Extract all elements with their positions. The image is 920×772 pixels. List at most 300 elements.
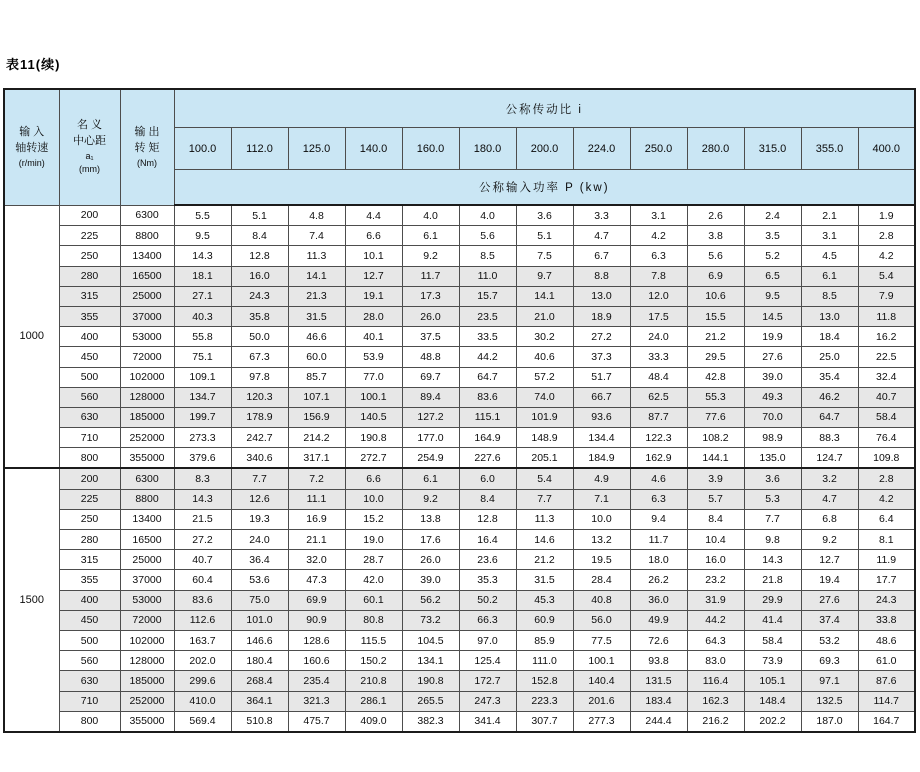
power-cell: 5.1 [231, 205, 288, 226]
center-distance-column-header-line: 名 义 [76, 119, 103, 132]
power-cell: 134.1 [402, 651, 459, 671]
power-cell: 8.5 [801, 286, 858, 306]
center-distance-cell: 250 [59, 509, 120, 529]
power-cell: 6.5 [744, 266, 801, 286]
power-cell: 28.4 [573, 570, 630, 590]
table-row [4, 205, 915, 226]
input-speed-column-header-line: 轴转速 [15, 141, 49, 154]
power-cell: 69.9 [288, 590, 345, 610]
power-cell: 58.4 [858, 407, 915, 427]
power-cell: 12.7 [345, 266, 402, 286]
power-cell: 6.1 [801, 266, 858, 286]
center-distance-cell: 400 [59, 590, 120, 610]
power-cell: 9.2 [801, 530, 858, 550]
power-cell: 5.7 [687, 489, 744, 509]
center-distance-cell: 250 [59, 246, 120, 266]
power-cell: 64.7 [459, 367, 516, 387]
power-cell: 66.3 [459, 610, 516, 630]
power-cell: 14.6 [516, 530, 573, 550]
power-cell: 3.8 [687, 226, 744, 246]
table-row [4, 367, 915, 387]
power-cell: 24.0 [630, 327, 687, 347]
power-cell: 11.3 [288, 246, 345, 266]
power-cell: 55.8 [174, 327, 231, 347]
power-cell: 89.4 [402, 387, 459, 407]
power-cell: 21.0 [516, 306, 573, 326]
power-cell: 8.3 [174, 468, 231, 489]
center-distance-cell: 800 [59, 448, 120, 469]
output-torque-cell: 6300 [120, 205, 174, 226]
center-distance-cell: 400 [59, 327, 120, 347]
power-cell: 8.1 [858, 530, 915, 550]
power-cell: 13.8 [402, 509, 459, 529]
output-torque-column-header-line: 输 出 [134, 125, 160, 138]
center-distance-cell: 200 [59, 468, 120, 489]
power-cell: 214.2 [288, 428, 345, 448]
power-cell: 76.4 [858, 428, 915, 448]
power-cell: 7.7 [231, 468, 288, 489]
power-cell: 21.8 [744, 570, 801, 590]
table-body [4, 205, 915, 732]
input-speed-cell: 1000 [4, 205, 59, 468]
power-cell: 23.2 [687, 570, 744, 590]
power-cell: 187.0 [801, 711, 858, 732]
power-cell: 9.7 [516, 266, 573, 286]
power-cell: 122.3 [630, 428, 687, 448]
power-cell: 97.0 [459, 630, 516, 650]
power-cell: 73.2 [402, 610, 459, 630]
power-cell: 4.0 [459, 205, 516, 226]
power-cell: 272.7 [345, 448, 402, 469]
input-speed-column-header [4, 89, 59, 205]
power-cell: 32.0 [288, 550, 345, 570]
output-torque-cell: 16500 [120, 530, 174, 550]
power-cell: 31.5 [516, 570, 573, 590]
power-cell: 148.9 [516, 428, 573, 448]
power-cell: 112.6 [174, 610, 231, 630]
center-distance-cell: 500 [59, 367, 120, 387]
output-torque-cell: 252000 [120, 428, 174, 448]
power-cell: 58.4 [744, 630, 801, 650]
power-cell: 223.3 [516, 691, 573, 711]
power-cell: 2.8 [858, 226, 915, 246]
power-cell: 24.3 [858, 590, 915, 610]
ratio-col-header: 400.0 [858, 128, 915, 170]
power-cell: 18.9 [573, 306, 630, 326]
center-distance-cell: 710 [59, 428, 120, 448]
power-cell: 18.4 [801, 327, 858, 347]
input-speed-column-header-line: 输 入 [19, 125, 45, 138]
table-row [4, 448, 915, 469]
power-cell: 77.0 [345, 367, 402, 387]
output-torque-cell: 6300 [120, 468, 174, 489]
power-cell: 162.9 [630, 448, 687, 469]
center-distance-cell: 315 [59, 550, 120, 570]
power-cell: 2.4 [744, 205, 801, 226]
power-cell: 235.4 [288, 671, 345, 691]
power-cell: 72.6 [630, 630, 687, 650]
power-cell: 6.4 [858, 509, 915, 529]
power-cell: 7.4 [288, 226, 345, 246]
power-cell: 164.9 [459, 428, 516, 448]
power-cell: 104.5 [402, 630, 459, 650]
power-cell: 60.9 [516, 610, 573, 630]
output-torque-cell: 13400 [120, 509, 174, 529]
ratio-col-header: 200.0 [516, 128, 573, 170]
table-row [4, 286, 915, 306]
power-cell: 190.8 [345, 428, 402, 448]
page-title: 表11(续) [6, 57, 61, 72]
power-cell: 66.7 [573, 387, 630, 407]
power-cell: 83.6 [174, 590, 231, 610]
power-cell: 4.2 [858, 246, 915, 266]
power-cell: 120.3 [231, 387, 288, 407]
power-cell: 12.0 [630, 286, 687, 306]
power-cell: 18.0 [630, 550, 687, 570]
power-cell: 101.9 [516, 407, 573, 427]
power-cell: 17.5 [630, 306, 687, 326]
power-cell: 317.1 [288, 448, 345, 469]
power-cell: 15.5 [687, 306, 744, 326]
output-torque-cell: 8800 [120, 226, 174, 246]
table-row [4, 711, 915, 732]
power-cell: 242.7 [231, 428, 288, 448]
power-cell: 146.6 [231, 630, 288, 650]
power-cell: 44.2 [687, 610, 744, 630]
table-row [4, 407, 915, 427]
power-cell: 11.3 [516, 509, 573, 529]
power-cell: 37.3 [573, 347, 630, 367]
power-cell: 132.5 [801, 691, 858, 711]
output-torque-cell: 102000 [120, 367, 174, 387]
power-cell: 3.5 [744, 226, 801, 246]
power-cell: 45.3 [516, 590, 573, 610]
power-cell: 12.8 [231, 246, 288, 266]
power-cell: 183.4 [630, 691, 687, 711]
power-cell: 227.6 [459, 448, 516, 469]
power-cell: 60.0 [288, 347, 345, 367]
power-cell: 5.6 [687, 246, 744, 266]
power-cell: 46.6 [288, 327, 345, 347]
power-cell: 273.3 [174, 428, 231, 448]
power-cell: 90.9 [288, 610, 345, 630]
power-cell: 9.2 [402, 246, 459, 266]
power-cell: 7.1 [573, 489, 630, 509]
output-torque-cell: 185000 [120, 407, 174, 427]
output-torque-cell: 37000 [120, 570, 174, 590]
power-cell: 32.4 [858, 367, 915, 387]
power-cell: 7.5 [516, 246, 573, 266]
table-row [4, 590, 915, 610]
power-cell: 55.3 [687, 387, 744, 407]
table-header [4, 89, 915, 205]
power-cell: 15.2 [345, 509, 402, 529]
power-cell: 73.9 [744, 651, 801, 671]
power-cell: 16.2 [858, 327, 915, 347]
output-torque-cell: 185000 [120, 671, 174, 691]
power-cell: 56.2 [402, 590, 459, 610]
center-distance-column-header-line: (mm) [79, 164, 100, 175]
power-cell: 39.0 [402, 570, 459, 590]
power-cell: 77.5 [573, 630, 630, 650]
center-distance-cell: 800 [59, 711, 120, 732]
power-cell: 17.6 [402, 530, 459, 550]
power-cell: 11.8 [858, 306, 915, 326]
power-cell: 17.3 [402, 286, 459, 306]
power-cell: 12.6 [231, 489, 288, 509]
power-cell: 41.4 [744, 610, 801, 630]
power-cell: 25.0 [801, 347, 858, 367]
power-cell: 23.6 [459, 550, 516, 570]
power-cell: 9.4 [630, 509, 687, 529]
power-cell: 74.0 [516, 387, 573, 407]
power-cell: 14.3 [744, 550, 801, 570]
power-cell: 131.5 [630, 671, 687, 691]
power-cell: 5.4 [516, 468, 573, 489]
power-cell: 108.2 [687, 428, 744, 448]
power-cell: 162.3 [687, 691, 744, 711]
table-row [4, 306, 915, 326]
power-cell: 7.7 [516, 489, 573, 509]
power-cell: 97.8 [231, 367, 288, 387]
power-cell: 3.3 [573, 205, 630, 226]
output-torque-column-header-line: 转 矩 [134, 141, 160, 154]
power-cell: 5.1 [516, 226, 573, 246]
power-cell: 75.0 [231, 590, 288, 610]
power-cell: 24.3 [231, 286, 288, 306]
power-cell: 321.3 [288, 691, 345, 711]
power-cell: 23.5 [459, 306, 516, 326]
power-cell: 11.9 [858, 550, 915, 570]
output-torque-column-header [120, 89, 174, 205]
power-cell: 15.7 [459, 286, 516, 306]
power-cell: 14.5 [744, 306, 801, 326]
power-cell: 40.8 [573, 590, 630, 610]
power-cell: 109.8 [858, 448, 915, 469]
power-cell: 39.0 [744, 367, 801, 387]
power-cell: 13.2 [573, 530, 630, 550]
power-cell: 40.7 [858, 387, 915, 407]
output-torque-cell: 53000 [120, 327, 174, 347]
power-cell: 21.2 [687, 327, 744, 347]
power-cell: 11.0 [459, 266, 516, 286]
power-cell: 180.4 [231, 651, 288, 671]
power-cell: 140.4 [573, 671, 630, 691]
power-cell: 33.8 [858, 610, 915, 630]
power-cell: 6.3 [630, 489, 687, 509]
output-torque-column-header-line: (Nm) [137, 157, 157, 168]
power-cell: 19.9 [744, 327, 801, 347]
output-torque-cell: 102000 [120, 630, 174, 650]
output-torque-cell: 252000 [120, 691, 174, 711]
power-cell: 53.6 [231, 570, 288, 590]
table-row [4, 509, 915, 529]
power-cell: 19.4 [801, 570, 858, 590]
power-cell: 40.1 [345, 327, 402, 347]
power-cell: 156.9 [288, 407, 345, 427]
power-cell: 4.2 [858, 489, 915, 509]
output-torque-cell: 355000 [120, 448, 174, 469]
power-cell: 11.7 [402, 266, 459, 286]
power-cell: 29.9 [744, 590, 801, 610]
power-cell: 48.8 [402, 347, 459, 367]
ratio-col-header: 315.0 [744, 128, 801, 170]
power-cell: 134.7 [174, 387, 231, 407]
power-cell: 100.1 [345, 387, 402, 407]
power-cell: 178.9 [231, 407, 288, 427]
power-cell: 44.2 [459, 347, 516, 367]
power-cell: 42.0 [345, 570, 402, 590]
power-cell: 299.6 [174, 671, 231, 691]
power-cell: 10.0 [345, 489, 402, 509]
ratio-col-header: 224.0 [573, 128, 630, 170]
power-cell: 10.6 [687, 286, 744, 306]
power-cell: 144.1 [687, 448, 744, 469]
power-cell: 30.2 [516, 327, 573, 347]
power-cell: 254.9 [402, 448, 459, 469]
power-cell: 409.0 [345, 711, 402, 732]
power-cell: 7.2 [288, 468, 345, 489]
center-distance-cell: 560 [59, 651, 120, 671]
power-cell: 410.0 [174, 691, 231, 711]
power-cell: 4.7 [573, 226, 630, 246]
power-cell: 341.4 [459, 711, 516, 732]
power-cell: 3.6 [744, 468, 801, 489]
power-cell: 3.6 [516, 205, 573, 226]
power-cell: 3.9 [687, 468, 744, 489]
power-cell: 101.0 [231, 610, 288, 630]
power-cell: 8.4 [459, 489, 516, 509]
center-distance-cell: 630 [59, 671, 120, 691]
power-cell: 277.3 [573, 711, 630, 732]
power-cell: 164.7 [858, 711, 915, 732]
power-cell: 88.3 [801, 428, 858, 448]
power-cell: 36.0 [630, 590, 687, 610]
center-distance-cell: 710 [59, 691, 120, 711]
power-cell: 140.5 [345, 407, 402, 427]
power-cell: 382.3 [402, 711, 459, 732]
power-cell: 107.1 [288, 387, 345, 407]
power-cell: 135.0 [744, 448, 801, 469]
center-distance-cell: 355 [59, 570, 120, 590]
ratio-col-header: 250.0 [630, 128, 687, 170]
power-cell: 35.8 [231, 306, 288, 326]
power-cell: 53.2 [801, 630, 858, 650]
power-cell: 37.4 [801, 610, 858, 630]
power-cell: 33.5 [459, 327, 516, 347]
ratio-col-header: 125.0 [288, 128, 345, 170]
ratio-col-header: 280.0 [687, 128, 744, 170]
power-cell: 9.5 [174, 226, 231, 246]
power-cell: 14.3 [174, 489, 231, 509]
output-torque-cell: 37000 [120, 306, 174, 326]
power-cell: 7.9 [858, 286, 915, 306]
power-cell: 50.0 [231, 327, 288, 347]
power-cell: 19.3 [231, 509, 288, 529]
power-cell: 134.4 [573, 428, 630, 448]
power-cell: 24.0 [231, 530, 288, 550]
power-cell: 4.5 [801, 246, 858, 266]
power-cell: 27.2 [573, 327, 630, 347]
power-cell: 46.2 [801, 387, 858, 407]
power-cell: 265.5 [402, 691, 459, 711]
power-cell: 27.1 [174, 286, 231, 306]
table-row [4, 610, 915, 630]
power-cell: 49.3 [744, 387, 801, 407]
power-cell: 26.2 [630, 570, 687, 590]
nominal-input-power-header: 公称输入功率 P (kw) [174, 170, 915, 206]
center-distance-column-header-line: a₁ [85, 151, 94, 162]
power-cell: 11.7 [630, 530, 687, 550]
power-cell: 8.4 [687, 509, 744, 529]
output-torque-cell: 8800 [120, 489, 174, 509]
power-cell: 114.7 [858, 691, 915, 711]
power-cell: 85.7 [288, 367, 345, 387]
center-distance-column-header [59, 89, 120, 205]
output-torque-cell: 25000 [120, 286, 174, 306]
table-row [4, 468, 915, 489]
power-cell: 87.7 [630, 407, 687, 427]
table-row [4, 550, 915, 570]
center-distance-cell: 630 [59, 407, 120, 427]
power-cell: 201.6 [573, 691, 630, 711]
power-cell: 21.5 [174, 509, 231, 529]
power-cell: 9.5 [744, 286, 801, 306]
power-cell: 124.7 [801, 448, 858, 469]
power-cell: 2.8 [858, 468, 915, 489]
power-cell: 60.4 [174, 570, 231, 590]
table-row [4, 226, 915, 246]
power-cell: 93.6 [573, 407, 630, 427]
power-cell: 115.5 [345, 630, 402, 650]
table-row [4, 489, 915, 509]
power-cell: 36.4 [231, 550, 288, 570]
power-cell: 31.9 [687, 590, 744, 610]
ratio-col-header: 140.0 [345, 128, 402, 170]
power-cell: 5.3 [744, 489, 801, 509]
power-cell: 4.9 [573, 468, 630, 489]
center-distance-cell: 315 [59, 286, 120, 306]
power-cell: 67.3 [231, 347, 288, 367]
ratio-col-header: 100.0 [174, 128, 231, 170]
power-cell: 10.0 [573, 509, 630, 529]
power-cell: 4.7 [801, 489, 858, 509]
power-cell: 35.4 [801, 367, 858, 387]
power-cell: 9.8 [744, 530, 801, 550]
power-cell: 11.1 [288, 489, 345, 509]
power-cell: 69.3 [801, 651, 858, 671]
power-cell: 19.1 [345, 286, 402, 306]
power-cell: 21.2 [516, 550, 573, 570]
power-cell: 150.2 [345, 651, 402, 671]
power-cell: 3.1 [801, 226, 858, 246]
power-rating-table [3, 88, 916, 733]
output-torque-cell: 13400 [120, 246, 174, 266]
power-cell: 61.0 [858, 651, 915, 671]
power-cell: 6.3 [630, 246, 687, 266]
power-cell: 16.0 [687, 550, 744, 570]
power-cell: 13.0 [573, 286, 630, 306]
output-torque-cell: 53000 [120, 590, 174, 610]
power-cell: 216.2 [687, 711, 744, 732]
table-row [4, 570, 915, 590]
power-cell: 57.2 [516, 367, 573, 387]
power-cell: 97.1 [801, 671, 858, 691]
power-cell: 6.7 [573, 246, 630, 266]
power-cell: 286.1 [345, 691, 402, 711]
power-cell: 12.8 [459, 509, 516, 529]
power-cell: 128.6 [288, 630, 345, 650]
